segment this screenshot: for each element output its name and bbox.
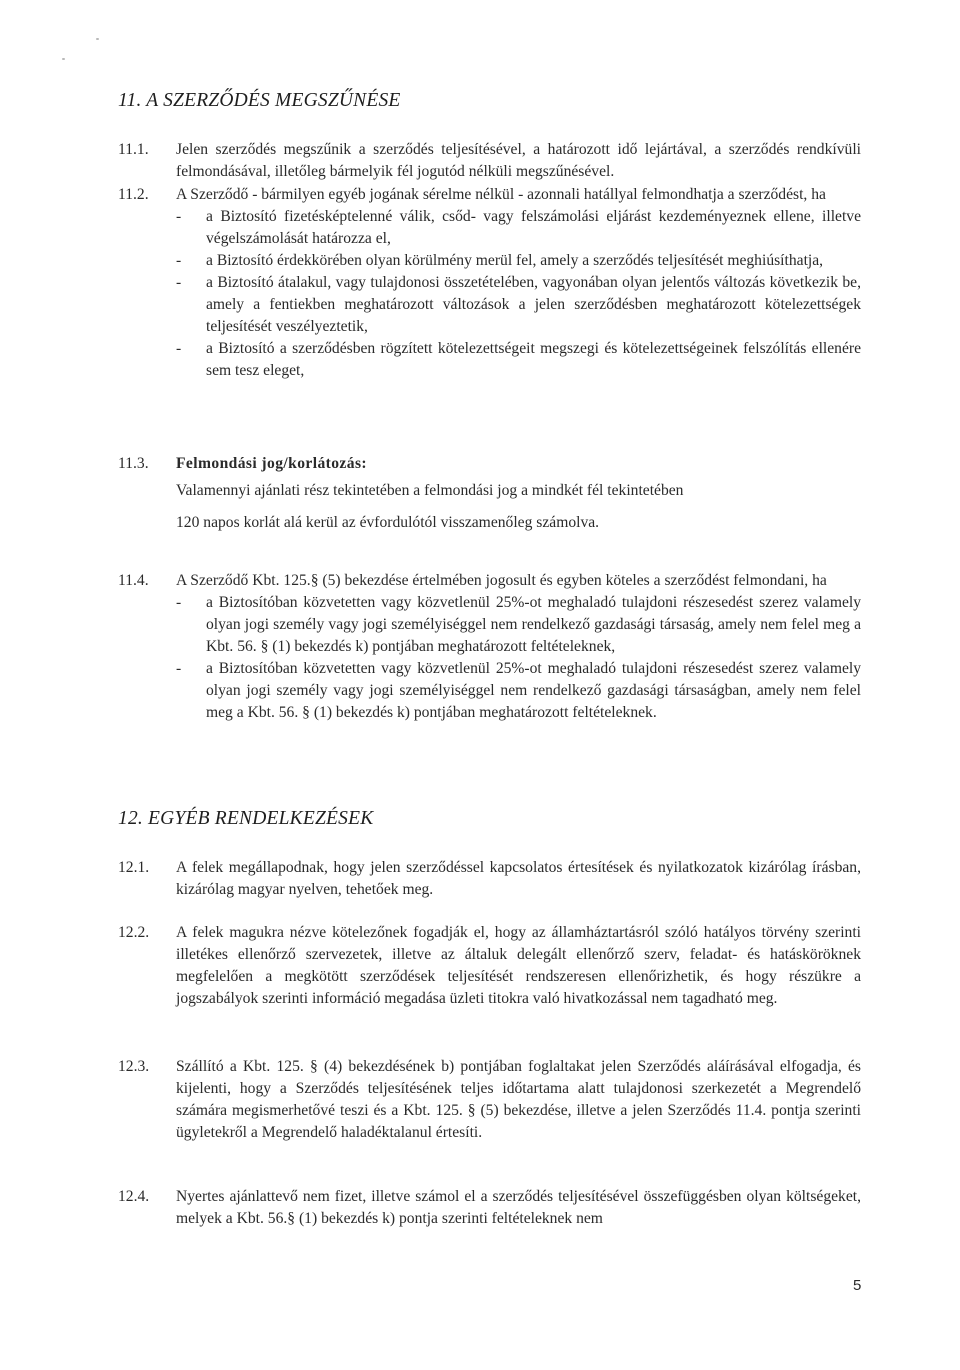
paragraph-number: 12.4. (118, 1188, 150, 1205)
dash-bullet: - (176, 594, 182, 611)
paragraph-12-4: Nyertes ajánlattevő nem fizet, illetve számol el a szerződés teljesítésével összefüggésben olyan költségeket, melyek a Kbt. 56.§ (1) bekezdés k) pontja szerinti feltételeknek nem (176, 1188, 861, 1227)
paragraph-11-2 (176, 184, 861, 382)
paragraph-number: 12.1. (118, 859, 150, 876)
dash-bullet: - (176, 340, 182, 357)
paragraph-intro: A Szerződő - bármilyen egyéb jogának sérelme nélkül - azonnali hatállyal felmondhatja a szerződést, ha (176, 186, 826, 203)
paragraph-12-1: A felek megállapodnak, hogy jelen szerződéssel kapcsolatos értesítések és nyilatkozatok kizárólag írásban, kizárólag magyar nyelven, tehetőek meg. (176, 859, 861, 898)
paragraph-number: 12.3. (118, 1058, 150, 1075)
list-item: - a Biztosító átalakul, vagy tulajdonosi összetételében, vagyonában olyan jelentős változás következik be, amely a fentiekben meghatározott változások a jelen szerződésben meghatározott kötelezettségek teljesítését veszélyeztetik, (176, 274, 861, 335)
scan-speck (96, 38, 99, 40)
dash-bullet: - (176, 660, 182, 677)
paragraph-11-3-title: Felmondási jog/korlátozás: (176, 455, 368, 472)
paragraph-number: 11.1. (118, 141, 149, 158)
paragraph-12-3: Szállító a Kbt. 125. § (4) bekezdésének b) pontjában foglaltakat jelen Szerződés aláírásával elfogadja, és kijelenti, hogy a Szerződés teljesítésének teljes időtartama alatt tulajdonosi szerkezetét a Megrendelő számára megismerhetővé teszi és a Kbt. 125. § (5) bekezdése, illetve a jelen Szerződés 11.4. pontja szerinti ügyletekről a Megrendelő haladéktalanul értesíti. (176, 1058, 861, 1141)
list-item: - a Biztosítóban közvetetten vagy közvetlenül 25%-ot meghaladó tulajdoni részesedést szerez valamely olyan jogi személy vagy jogi személyiséggel nem rendelkező gazdasági társaság, amely nem felel meg a Kbt. 56. § (1) bekezdés k) pontjában meghatározott feltételeknek, (176, 594, 861, 655)
scan-speck (62, 58, 65, 60)
paragraph-intro: A Szerződő Kbt. 125.§ (5) bekezdése értelmében jogosult és egyben köteles a szerződést felmondani, ha (176, 572, 827, 589)
list-item: - a Biztosító a szerződésben rögzített kötelezettségeit megszegi és kötelezettségeinek felszólítás ellenére sem tesz eleget, (176, 340, 861, 379)
paragraph-11-4 (176, 570, 861, 724)
paragraph-number: 11.3. (118, 455, 149, 472)
list-item: - a Biztosítóban közvetetten vagy közvetlenül 25%-ot meghaladó tulajdoni részesedést szerez valamely olyan jogi személy vagy jogi személyiséggel nem rendelkező gazdasági társaságban, amely nem felel meg a Kbt. 56. § (1) bekezdés k) pontjában meghatározott feltételeknek. (176, 660, 861, 721)
paragraph-number: 11.2. (118, 186, 149, 203)
paragraph-11-1: Jelen szerződés megszűnik a szerződés teljesítésével, a határozott idő lejártával, a szerződés rendkívüli felmondásával, illetőleg bármelyik fél jogutód nélküli megszűnésével. (176, 141, 861, 180)
list-item: - a Biztosító fizetésképtelenné válik, csőd- vagy felszámolási eljárást kezdeményeznek ellene, illetve végelszámolását határozza el, (176, 208, 861, 247)
dash-bullet: - (176, 252, 182, 269)
paragraph-11-3-line1: Valamennyi ajánlati rész tekintetében a felmondási jog a mindkét fél tekintetében (176, 482, 684, 499)
section-11-heading: 11. A SZERZŐDÉS MEGSZŰNÉSE (118, 90, 401, 111)
paragraph-number: 11.4. (118, 572, 149, 589)
dash-bullet: - (176, 274, 182, 291)
section-12-heading: 12. EGYÉB RENDELKEZÉSEK (118, 808, 374, 829)
paragraph-number: 12.2. (118, 924, 150, 941)
paragraph-12-2: A felek magukra nézve kötelezőnek fogadják el, hogy az államháztartásról szóló hatályos törvény szerinti illetékes ellenőrző szervezetek, illetve az általuk delegált ellenőrző szerv, feladat- és hatásköröknek megfelelően a megkötött szerződések teljesítését rendszeresen ellenőrizhetik, és hogy részükre a jogszabályok szerinti információ megadása üzleti titokra való hivatkozással nem tagadható meg. (176, 924, 861, 1007)
paragraph-11-3-line2: 120 napos korlát alá kerül az évfordulótól visszamenőleg számolva. (176, 514, 600, 531)
list-item: - a Biztosító érdekkörében olyan körülmény merül fel, amely a szerződés teljesítését meghiúsíthatja, (176, 250, 861, 272)
page-number: 5 (853, 1277, 862, 1294)
dash-bullet: - (176, 208, 182, 225)
